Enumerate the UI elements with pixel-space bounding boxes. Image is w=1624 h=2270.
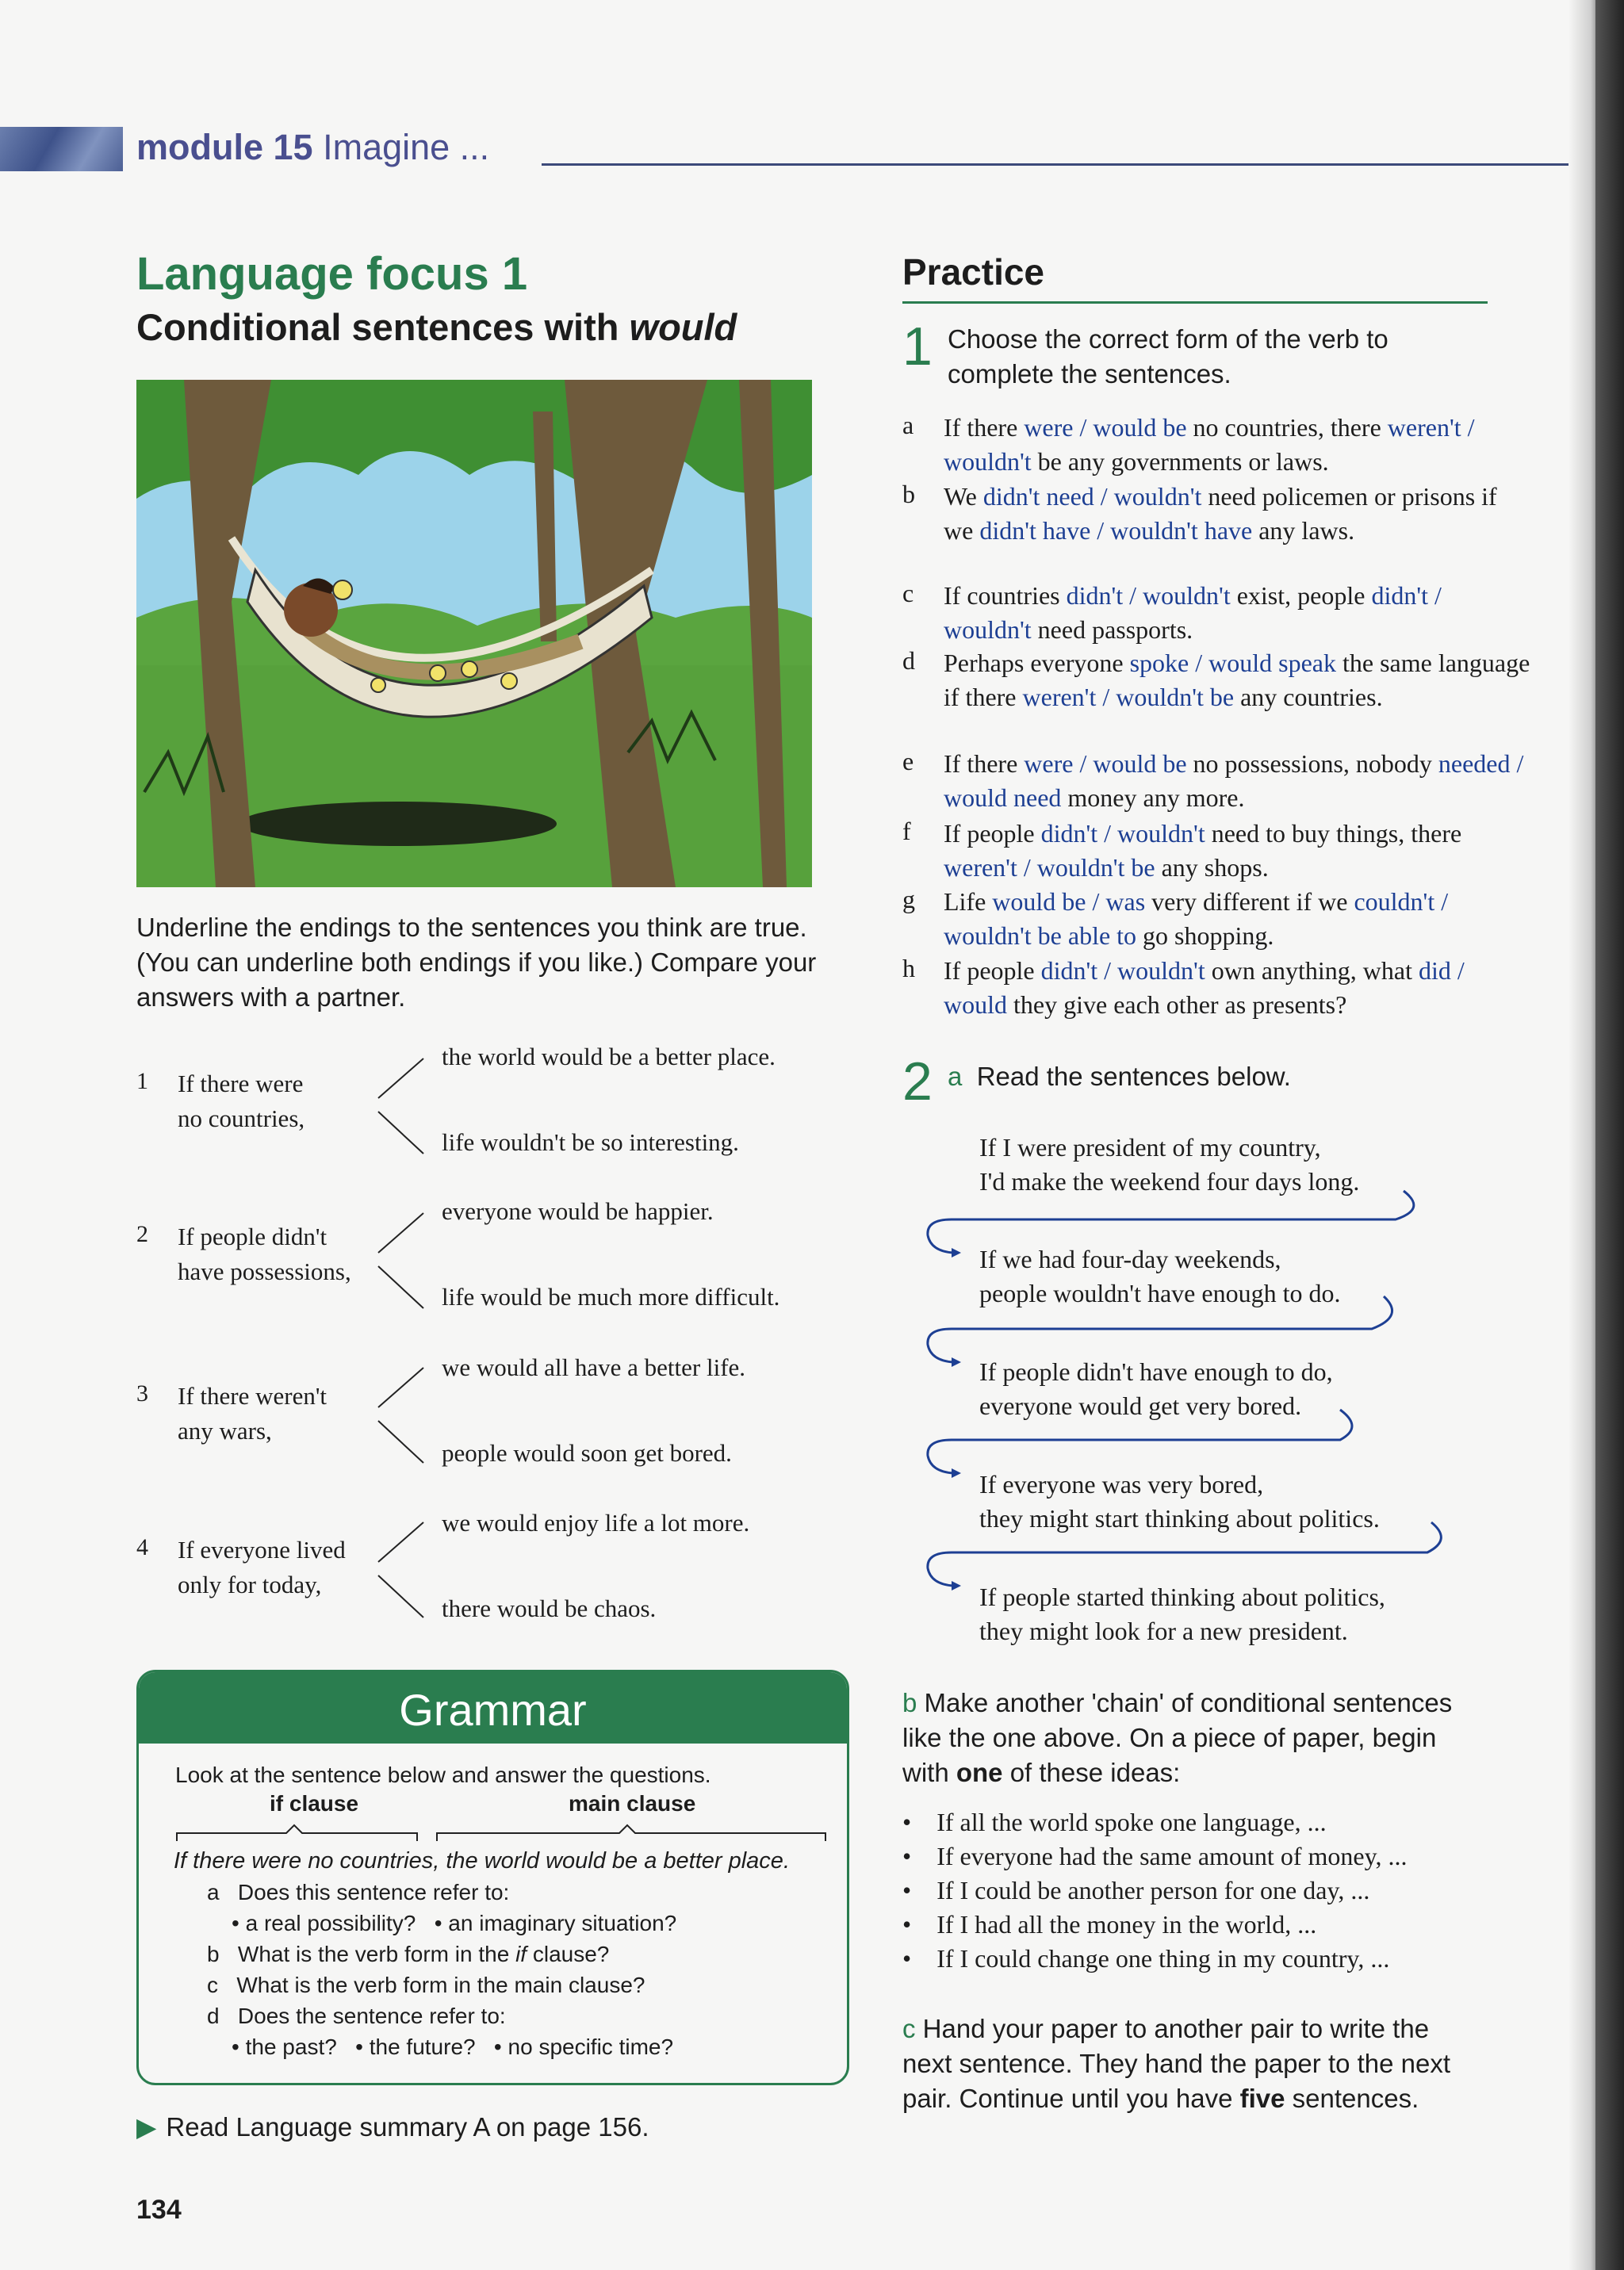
chain-line: everyone would get very bored. [979,1391,1302,1420]
part-text: Read the sentences below. [976,1062,1291,1091]
verb-choice[interactable]: needed / would need [944,749,1524,812]
item-text: We [944,482,983,511]
condition-ending[interactable]: everyone would be happier. [442,1197,714,1225]
grammar-title: Grammar [139,1672,847,1744]
verb-choice[interactable]: weren't / wouldn't be [1022,683,1235,711]
exercise-number: 1 [902,316,933,377]
branch-lines [374,1209,430,1312]
part-text: pair. Continue until you have [902,2084,1240,2113]
item-text: be any governments or laws. [1031,447,1329,476]
verb-choice[interactable]: did / would [944,956,1465,1019]
instruction-line: next sentence. They hand the paper to the next [902,2049,1451,2078]
page-number: 134 [136,2195,182,2225]
question-text: Does this sentence refer to: [237,1880,510,1904]
verb-choice[interactable]: didn't have / wouldn't have [979,516,1253,545]
condition-ending[interactable]: people would soon get bored. [442,1439,732,1467]
exercise-2b-instructions [902,1686,1505,1790]
exercise-item [944,579,1530,647]
question-text: What is the verb form in the [237,1942,516,1966]
option-text: the past? [245,2035,337,2059]
verb-choice[interactable]: were / would be [1024,749,1187,778]
grammar-question-b [207,1942,609,1967]
item-text: very different if we [1145,887,1354,916]
item-text: need passports. [1031,615,1193,644]
question-text: clause? [527,1942,610,1966]
chain-sentence [979,1468,1380,1536]
grammar-example-sentence: If there were no countries, the world would be a better place. [174,1848,790,1874]
chain-sentence [979,1580,1385,1648]
item-text: If there [944,413,1025,442]
chain-line: I'd make the weekend four days long. [979,1167,1360,1196]
exercise-item [944,646,1530,714]
item-text: If people [944,819,1041,848]
part-text: with [902,1758,956,1787]
item-text: Life [944,887,993,916]
part-emphasis: five [1239,2084,1285,2113]
condition-ending[interactable]: life would be much more difficult. [442,1283,780,1311]
question-letter: d [207,2004,220,2028]
option-text: an imaginary situation? [448,1911,677,1935]
part-text: Hand your paper to another pair to write the [922,2014,1430,2043]
condition-number: 3 [136,1380,148,1407]
exercise-item [944,411,1530,479]
item-text: exist, people [1230,581,1372,610]
language-summary-text: Read Language summary A on page 156. [166,2112,649,2142]
part-letter: b [902,1688,917,1717]
verb-choice[interactable]: were / would be [1024,413,1187,442]
exercise-item [944,885,1530,953]
chain-line: If I were president of my country, [979,1133,1321,1162]
practice-title: Practice [902,251,1045,293]
condition-start-line: If there were [178,1070,304,1097]
condition-start [178,1066,304,1136]
module-title: Imagine ... [323,127,490,167]
part-letter: c [902,2014,916,2043]
item-text: no countries, there [1186,413,1388,442]
branch-lines [374,1518,430,1621]
exercise-number: 2 [902,1051,933,1112]
item-text: any countries. [1234,683,1383,711]
instruction-line [902,2081,1505,2116]
idea-item: • If I could be another person for one day, ... [902,1876,1370,1904]
item-letter: d [902,646,915,675]
part-text: of these ideas: [1002,1758,1181,1787]
chain-line: they might start thinking about politics. [979,1504,1380,1533]
condition-ending[interactable]: there would be chaos. [442,1594,657,1622]
idea-text: If everyone had the same amount of money, ... [936,1842,1408,1870]
subtitle-prefix: Conditional sentences with [136,306,630,348]
section-subtitle [136,305,737,349]
item-text: no possessions, nobody [1186,749,1438,778]
verb-choice[interactable]: didn't / wouldn't [1040,819,1205,848]
grammar-box [136,1670,849,2085]
idea-item: • If everyone had the same amount of money, ... [902,1842,1408,1870]
condition-number: 2 [136,1221,148,1247]
module-label: module 15 [136,127,313,167]
section-title: Language focus 1 [136,248,528,300]
chain-line: If people didn't have enough to do, [979,1357,1333,1386]
part-text: sentences. [1285,2084,1419,2113]
item-text: the same language if there [944,649,1530,711]
chain-sentence [979,1355,1333,1423]
condition-start [178,1219,351,1289]
item-text: need to buy things, there [1205,819,1462,848]
language-summary-link[interactable] [136,2111,649,2142]
condition-number: 1 [136,1068,148,1094]
condition-ending[interactable]: the world would be a better place. [442,1043,776,1070]
chain-line: If we had four-day weekends, [979,1245,1281,1273]
condition-start-line: have possessions, [178,1257,351,1285]
condition-start [178,1379,327,1449]
verb-choice[interactable]: didn't / wouldn't [1040,956,1205,985]
chain-sentence [979,1242,1340,1311]
item-letter: e [902,747,914,775]
condition-start-line: any wars, [178,1417,272,1445]
instruction-line [902,1686,1505,1721]
question-letter: b [207,1942,220,1966]
branch-lines [374,1055,430,1158]
grammar-question-d [207,2004,506,2029]
condition-ending[interactable]: we would enjoy life a lot more. [442,1509,750,1537]
if-clause-label: if clause [270,1791,359,1816]
condition-start [178,1533,346,1602]
idea-text: If I had all the money in the world, ... [936,1910,1317,1939]
verb-choice[interactable]: spoke / would speak [1129,649,1336,677]
clause-brackets [175,1821,833,1845]
subtitle-emphasis: would [629,306,737,348]
item-letter: b [902,480,915,508]
item-text: If there [944,749,1025,778]
condition-ending[interactable]: life wouldn't be so interesting. [442,1128,739,1156]
part-text: Make another 'chain' of conditional sentences [924,1688,1453,1717]
condition-start-line: If people didn't [178,1223,327,1250]
item-text: they give each other as presents? [1007,990,1347,1019]
question-text: What is the verb form in the main clause? [236,1973,645,1997]
instruction-line: complete the sentences. [948,359,1231,389]
chain-sentence [979,1131,1359,1199]
item-text: own anything, what [1205,956,1419,985]
question-emphasis: if [515,1942,527,1966]
instruction-line: Choose the correct form of the verb to [948,324,1388,354]
condition-number: 4 [136,1534,148,1560]
condition-start-line: no countries, [178,1104,305,1132]
verb-choice[interactable]: didn't / wouldn't [1066,581,1231,610]
grammar-intro: Look at the sentence below and answer the questions. [175,1763,711,1787]
exercise-instructions: Underline the endings to the sentences you think are true. (You can underline both endings if you like.) Compare your answers with a partner. [136,913,817,1012]
item-letter: h [902,954,915,982]
verb-choice[interactable]: weren't / wouldn't [944,413,1475,476]
item-text: Perhaps everyone [944,649,1130,677]
grammar-question-c [207,1973,645,1998]
instruction-line [902,2012,1505,2046]
item-text: If people [944,956,1041,985]
practice-rule [902,301,1488,304]
exercise-2a-heading [948,1059,1291,1094]
item-text: money any more. [1061,783,1245,812]
exercise-1-instructions [948,322,1388,392]
chain-line: If people started thinking about politics, [979,1583,1385,1611]
condition-start-line: If there weren't [178,1382,327,1410]
item-text: any shops. [1155,853,1269,882]
book-spine [1595,0,1624,2270]
module-heading [136,127,489,168]
question-letter: a [207,1880,220,1904]
instruction-line [902,1755,1505,1790]
exercise-item [944,817,1530,885]
verb-choice[interactable]: didn't need / wouldn't [982,482,1202,511]
idea-text: If I could be another person for one day, ... [936,1876,1370,1904]
condition-ending[interactable]: we would all have a better life. [442,1353,746,1381]
item-text: any laws. [1252,516,1355,545]
question-letter: c [207,1973,218,1997]
part-emphasis: one [956,1758,1003,1787]
chain-line: people wouldn't have enough to do. [979,1279,1341,1307]
grammar-options-d: • the past? • the future? • no specific time? [232,2035,674,2059]
idea-text: If all the world spoke one language, ... [936,1808,1327,1836]
grammar-options-a: • a real possibility? • an imaginary situation? [232,1911,677,1935]
condition-start-line: only for today, [178,1571,322,1598]
play-arrow-icon: ▶ [136,2112,157,2142]
part-letter: a [948,1062,963,1091]
idea-text: If I could change one thing in my country, ... [936,1944,1390,1973]
item-letter: g [902,885,915,913]
option-text: the future? [369,2035,476,2059]
item-text: need policemen or prisons if we [944,482,1497,545]
idea-item: • If I could change one thing in my country, ... [902,1944,1390,1973]
main-clause-label: main clause [569,1791,696,1816]
instruction-line: like the one above. On a piece of paper, begin [902,1723,1437,1752]
verb-choice[interactable]: couldn't / wouldn't be able to [944,887,1449,950]
module-banner-art [0,127,123,171]
question-text: Does the sentence refer to: [237,2004,506,2028]
item-text: If countries [944,581,1067,610]
condition-start-line: If everyone lived [178,1536,346,1564]
exercise-item [944,954,1530,1022]
item-letter: a [902,411,914,439]
idea-item: • If I had all the money in the world, ... [902,1910,1317,1939]
idea-item: • If all the world spoke one language, ... [902,1808,1327,1836]
chain-line: If everyone was very bored, [979,1470,1264,1499]
item-letter: c [902,579,914,607]
exercise-item [944,480,1530,548]
grammar-question-a [207,1880,509,1905]
item-letter: f [902,817,911,845]
option-text: a real possibility? [245,1911,416,1935]
verb-choice[interactable]: would be / was [992,887,1146,916]
branch-lines [374,1364,430,1467]
verb-choice[interactable]: didn't / wouldn't [944,581,1442,644]
exercise-item [944,747,1530,815]
option-text: no specific time? [508,2035,674,2059]
chain-line: they might look for a new president. [979,1617,1348,1645]
verb-choice[interactable]: weren't / wouldn't be [944,853,1155,882]
hammock-illustration [136,380,812,887]
header-rule [542,163,1624,166]
exercise-2c-instructions [902,2012,1505,2116]
item-text: go shopping. [1136,921,1274,950]
